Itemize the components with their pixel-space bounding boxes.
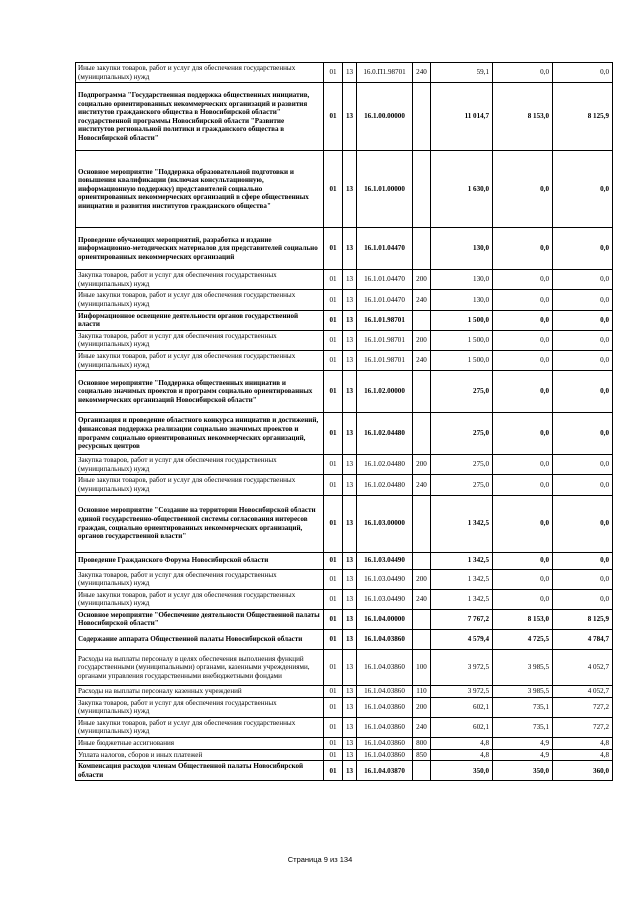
target-article-code: 16.1.01.04470 [357, 270, 413, 290]
table-row [76, 686, 613, 698]
subsection-code: 13 [343, 413, 357, 455]
target-article-code: 16.1.03.04490 [357, 552, 413, 569]
row-name: Содержание аппарата Общественной палаты Новосибирской области [76, 630, 324, 650]
amount-year-3: 0,0 [553, 413, 613, 455]
amount-year-1: 1 342,5 [431, 552, 493, 569]
amount-year-2: 0,0 [493, 310, 553, 330]
chapter-code: 01 [324, 630, 343, 650]
target-article-code: 16.0.П1.98701 [357, 63, 413, 83]
table-row [76, 495, 613, 552]
subsection-code: 13 [343, 589, 357, 609]
target-article-code: 16.1.04.03860 [357, 749, 413, 761]
amount-year-3: 0,0 [553, 290, 613, 310]
table-row [76, 330, 613, 350]
amount-year-1: 11 014,7 [431, 83, 493, 151]
row-name: Проведение Гражданского Форума Новосибирской области [76, 552, 324, 569]
amount-year-1: 3 972,5 [431, 686, 493, 698]
row-name: Проведение обучающих мероприятий, разработка и издание информационно-методических материалов для представителей социально ориентированных некоммерческих организаций [76, 228, 324, 270]
amount-year-2: 3 985,5 [493, 686, 553, 698]
expense-type-code: 850 [413, 749, 431, 761]
amount-year-1: 1 342,5 [431, 569, 493, 589]
expense-type-code [413, 609, 431, 629]
expense-type-code [413, 371, 431, 413]
amount-year-3: 8 125,9 [553, 609, 613, 629]
amount-year-2: 8 153,0 [493, 83, 553, 151]
table-row [76, 569, 613, 589]
amount-year-3: 0,0 [553, 151, 613, 228]
chapter-code: 01 [324, 609, 343, 629]
subsection-code: 13 [343, 330, 357, 350]
amount-year-1: 130,0 [431, 228, 493, 270]
expense-type-code [413, 83, 431, 151]
chapter-code: 01 [324, 552, 343, 569]
amount-year-1: 59,1 [431, 63, 493, 83]
expense-type-code: 200 [413, 697, 431, 717]
amount-year-1: 602,1 [431, 717, 493, 737]
target-article-code: 16.1.04.03860 [357, 630, 413, 650]
chapter-code: 01 [324, 749, 343, 761]
amount-year-3: 4 784,7 [553, 630, 613, 650]
row-name: Закупка товаров, работ и услуг для обеспечения государственных (муниципальных) нужд [76, 455, 324, 475]
row-name: Информационное освещение деятельности органов государственной власти [76, 310, 324, 330]
row-name: Иные бюджетные ассигнования [76, 738, 324, 750]
amount-year-3: 4 052,7 [553, 686, 613, 698]
amount-year-1: 350,0 [431, 761, 493, 781]
subsection-code: 13 [343, 717, 357, 737]
chapter-code: 01 [324, 290, 343, 310]
row-name: Основное мероприятие "Поддержка общественных инициатив и социально значимых проектов и программ социально ориентированных некоммерческих организаций Новосибирской области" [76, 371, 324, 413]
amount-year-3: 0,0 [553, 310, 613, 330]
table-row [76, 650, 613, 686]
subsection-code: 13 [343, 495, 357, 552]
chapter-code: 01 [324, 455, 343, 475]
subsection-code: 13 [343, 310, 357, 330]
amount-year-2: 0,0 [493, 552, 553, 569]
amount-year-3: 4 052,7 [553, 650, 613, 686]
amount-year-2: 0,0 [493, 290, 553, 310]
expense-type-code: 100 [413, 650, 431, 686]
table-row [76, 717, 613, 737]
target-article-code: 16.1.04.03860 [357, 717, 413, 737]
target-article-code: 16.1.04.00000 [357, 609, 413, 629]
row-name: Подпрограмма "Государственная поддержка общественных инициатив, социально ориентированных некоммерческих организаций и развития институтов гражданского общества в Новосибирской области" государственной программы Новосибирской области "Развитие институтов региональной политики и гражданского общества в Новосибирской области" [76, 83, 324, 151]
budget-table [75, 62, 613, 781]
table-row [76, 589, 613, 609]
amount-year-3: 8 125,9 [553, 83, 613, 151]
table-row [76, 455, 613, 475]
target-article-code: 16.1.04.03870 [357, 761, 413, 781]
table-row [76, 697, 613, 717]
subsection-code: 13 [343, 697, 357, 717]
amount-year-1: 1 500,0 [431, 310, 493, 330]
amount-year-3: 0,0 [553, 569, 613, 589]
row-name: Иные закупки товаров, работ и услуг для обеспечения государственных (муниципальных) нужд [76, 350, 324, 370]
amount-year-2: 350,0 [493, 761, 553, 781]
expense-type-code [413, 552, 431, 569]
subsection-code: 13 [343, 650, 357, 686]
target-article-code: 16.1.02.04480 [357, 455, 413, 475]
amount-year-1: 1 500,0 [431, 350, 493, 370]
table-row [76, 290, 613, 310]
table-row [76, 761, 613, 781]
budget-table-body [76, 63, 613, 781]
amount-year-3: 727,2 [553, 717, 613, 737]
target-article-code: 16.1.01.98701 [357, 350, 413, 370]
table-row [76, 228, 613, 270]
amount-year-2: 735,1 [493, 697, 553, 717]
expense-type-code: 240 [413, 350, 431, 370]
subsection-code: 13 [343, 630, 357, 650]
amount-year-2: 0,0 [493, 413, 553, 455]
amount-year-2: 0,0 [493, 63, 553, 83]
subsection-code: 13 [343, 569, 357, 589]
subsection-code: 13 [343, 290, 357, 310]
chapter-code: 01 [324, 475, 343, 495]
amount-year-1: 4,8 [431, 738, 493, 750]
table-row [76, 630, 613, 650]
chapter-code: 01 [324, 270, 343, 290]
amount-year-3: 0,0 [553, 475, 613, 495]
expense-type-code: 200 [413, 270, 431, 290]
row-name: Иные закупки товаров, работ и услуг для обеспечения государственных (муниципальных) нужд [76, 589, 324, 609]
amount-year-2: 4,9 [493, 749, 553, 761]
page-number: Страница 9 из 134 [287, 855, 353, 864]
expense-type-code: 240 [413, 63, 431, 83]
chapter-code: 01 [324, 650, 343, 686]
table-row [76, 475, 613, 495]
table-row [76, 371, 613, 413]
target-article-code: 16.1.03.00000 [357, 495, 413, 552]
amount-year-2: 0,0 [493, 495, 553, 552]
table-row [76, 749, 613, 761]
amount-year-1: 1 342,5 [431, 589, 493, 609]
chapter-code: 01 [324, 413, 343, 455]
amount-year-3: 0,0 [553, 270, 613, 290]
row-name: Иные закупки товаров, работ и услуг для обеспечения государственных (муниципальных) нужд [76, 290, 324, 310]
chapter-code: 01 [324, 330, 343, 350]
expense-type-code [413, 151, 431, 228]
chapter-code: 01 [324, 697, 343, 717]
chapter-code: 01 [324, 228, 343, 270]
amount-year-2: 8 153,0 [493, 609, 553, 629]
amount-year-2: 0,0 [493, 475, 553, 495]
amount-year-1: 1 500,0 [431, 330, 493, 350]
chapter-code: 01 [324, 350, 343, 370]
row-name: Закупка товаров, работ и услуг для обеспечения государственных (муниципальных) нужд [76, 569, 324, 589]
row-name: Организация и проведение областного конкурса инициатив и достижений, финансовая поддержка реализации социально значимых проектов и программ социально ориентированных некоммерческих организаций, ресурсных центров [76, 413, 324, 455]
amount-year-2: 0,0 [493, 455, 553, 475]
amount-year-3: 0,0 [553, 228, 613, 270]
subsection-code: 13 [343, 270, 357, 290]
table-row [76, 310, 613, 330]
expense-type-code: 240 [413, 717, 431, 737]
table-row [76, 83, 613, 151]
subsection-code: 13 [343, 609, 357, 629]
target-article-code: 16.1.04.03860 [357, 650, 413, 686]
row-name: Иные закупки товаров, работ и услуг для обеспечения государственных (муниципальных) нужд [76, 475, 324, 495]
row-name: Иные закупки товаров, работ и услуг для обеспечения государственных (муниципальных) нужд [76, 717, 324, 737]
amount-year-2: 0,0 [493, 151, 553, 228]
amount-year-2: 0,0 [493, 569, 553, 589]
subsection-code: 13 [343, 228, 357, 270]
chapter-code: 01 [324, 495, 343, 552]
expense-type-code [413, 630, 431, 650]
amount-year-1: 1 342,5 [431, 495, 493, 552]
expense-type-code [413, 310, 431, 330]
chapter-code: 01 [324, 738, 343, 750]
target-article-code: 16.1.02.04480 [357, 413, 413, 455]
amount-year-3: 0,0 [553, 350, 613, 370]
expense-type-code: 240 [413, 290, 431, 310]
expense-type-code: 110 [413, 686, 431, 698]
row-name: Расходы на выплаты персоналу в целях обеспечения выполнения функций государственными (муниципальными) органами, казенными учреждениями, органами управления государственными внебюджетными фондами [76, 650, 324, 686]
target-article-code: 16.1.01.98701 [357, 330, 413, 350]
subsection-code: 13 [343, 686, 357, 698]
row-name: Компенсация расходов членам Общественной палаты Новосибирской области [76, 761, 324, 781]
expense-type-code: 200 [413, 569, 431, 589]
table-row [76, 413, 613, 455]
amount-year-3: 0,0 [553, 330, 613, 350]
amount-year-3: 0,0 [553, 589, 613, 609]
expense-type-code [413, 761, 431, 781]
table-row [76, 151, 613, 228]
amount-year-3: 0,0 [553, 63, 613, 83]
row-name: Основное мероприятие "Поддержка образовательной подготовки и повышения квалификации (включая консультационную, информационную поддержку) представителей социально ориентированных некоммерческих организаций в сфере общественных инициатив и развития институтов гражданского общества" [76, 151, 324, 228]
target-article-code: 16.1.04.03860 [357, 697, 413, 717]
expense-type-code: 240 [413, 589, 431, 609]
amount-year-3: 0,0 [553, 371, 613, 413]
subsection-code: 13 [343, 83, 357, 151]
amount-year-2: 3 985,5 [493, 650, 553, 686]
row-name: Основное мероприятие "Создание на территории Новосибирской области единой государственно-общественной системы согласования интересов граждан, социально ориентированных некоммерческих организаций, органов государственной власти" [76, 495, 324, 552]
target-article-code: 16.1.04.03860 [357, 686, 413, 698]
amount-year-1: 275,0 [431, 413, 493, 455]
expense-type-code [413, 495, 431, 552]
amount-year-2: 0,0 [493, 330, 553, 350]
table-row [76, 738, 613, 750]
subsection-code: 13 [343, 738, 357, 750]
amount-year-1: 602,1 [431, 697, 493, 717]
row-name: Расходы на выплаты персоналу казенных учреждений [76, 686, 324, 698]
amount-year-1: 130,0 [431, 290, 493, 310]
chapter-code: 01 [324, 717, 343, 737]
expense-type-code: 200 [413, 330, 431, 350]
chapter-code: 01 [324, 310, 343, 330]
amount-year-2: 0,0 [493, 350, 553, 370]
chapter-code: 01 [324, 151, 343, 228]
amount-year-3: 360,0 [553, 761, 613, 781]
amount-year-1: 4 579,4 [431, 630, 493, 650]
amount-year-1: 7 767,2 [431, 609, 493, 629]
target-article-code: 16.1.01.04470 [357, 290, 413, 310]
amount-year-2: 4,9 [493, 738, 553, 750]
subsection-code: 13 [343, 371, 357, 413]
amount-year-3: 0,0 [553, 552, 613, 569]
expense-type-code: 800 [413, 738, 431, 750]
subsection-code: 13 [343, 151, 357, 228]
amount-year-2: 0,0 [493, 228, 553, 270]
row-name: Закупка товаров, работ и услуг для обеспечения государственных (муниципальных) нужд [76, 330, 324, 350]
subsection-code: 13 [343, 455, 357, 475]
subsection-code: 13 [343, 475, 357, 495]
amount-year-2: 0,0 [493, 270, 553, 290]
chapter-code: 01 [324, 761, 343, 781]
target-article-code: 16.1.00.00000 [357, 83, 413, 151]
subsection-code: 13 [343, 552, 357, 569]
amount-year-1: 4,8 [431, 749, 493, 761]
table-row [76, 552, 613, 569]
chapter-code: 01 [324, 63, 343, 83]
table-row [76, 270, 613, 290]
subsection-code: 13 [343, 749, 357, 761]
amount-year-1: 130,0 [431, 270, 493, 290]
amount-year-1: 275,0 [431, 371, 493, 413]
table-row [76, 350, 613, 370]
amount-year-1: 275,0 [431, 455, 493, 475]
chapter-code: 01 [324, 83, 343, 151]
amount-year-3: 4,8 [553, 749, 613, 761]
amount-year-3: 727,2 [553, 697, 613, 717]
target-article-code: 16.1.01.98701 [357, 310, 413, 330]
amount-year-3: 0,0 [553, 495, 613, 552]
target-article-code: 16.1.03.04490 [357, 589, 413, 609]
row-name: Основное мероприятие "Обеспечение деятельности Общественной палаты Новосибирской области" [76, 609, 324, 629]
chapter-code: 01 [324, 686, 343, 698]
expense-type-code [413, 413, 431, 455]
amount-year-2: 0,0 [493, 371, 553, 413]
amount-year-3: 4,8 [553, 738, 613, 750]
target-article-code: 16.1.02.04480 [357, 475, 413, 495]
target-article-code: 16.1.02.00000 [357, 371, 413, 413]
row-name: Иные закупки товаров, работ и услуг для обеспечения государственных (муниципальных) нужд [76, 63, 324, 83]
amount-year-2: 735,1 [493, 717, 553, 737]
expense-type-code: 200 [413, 455, 431, 475]
table-row [76, 63, 613, 83]
chapter-code: 01 [324, 569, 343, 589]
subsection-code: 13 [343, 350, 357, 370]
amount-year-1: 1 630,0 [431, 151, 493, 228]
subsection-code: 13 [343, 63, 357, 83]
amount-year-2: 4 725,5 [493, 630, 553, 650]
amount-year-2: 0,0 [493, 589, 553, 609]
expense-type-code: 240 [413, 475, 431, 495]
target-article-code: 16.1.01.00000 [357, 151, 413, 228]
amount-year-1: 3 972,5 [431, 650, 493, 686]
row-name: Закупка товаров, работ и услуг для обеспечения государственных (муниципальных) нужд [76, 270, 324, 290]
expense-type-code [413, 228, 431, 270]
chapter-code: 01 [324, 371, 343, 413]
row-name: Уплата налогов, сборов и иных платежей [76, 749, 324, 761]
amount-year-3: 0,0 [553, 455, 613, 475]
subsection-code: 13 [343, 761, 357, 781]
chapter-code: 01 [324, 589, 343, 609]
target-article-code: 16.1.04.03860 [357, 738, 413, 750]
target-article-code: 16.1.03.04490 [357, 569, 413, 589]
target-article-code: 16.1.01.04470 [357, 228, 413, 270]
row-name: Закупка товаров, работ и услуг для обеспечения государственных (муниципальных) нужд [76, 697, 324, 717]
amount-year-1: 275,0 [431, 475, 493, 495]
table-row [76, 609, 613, 629]
